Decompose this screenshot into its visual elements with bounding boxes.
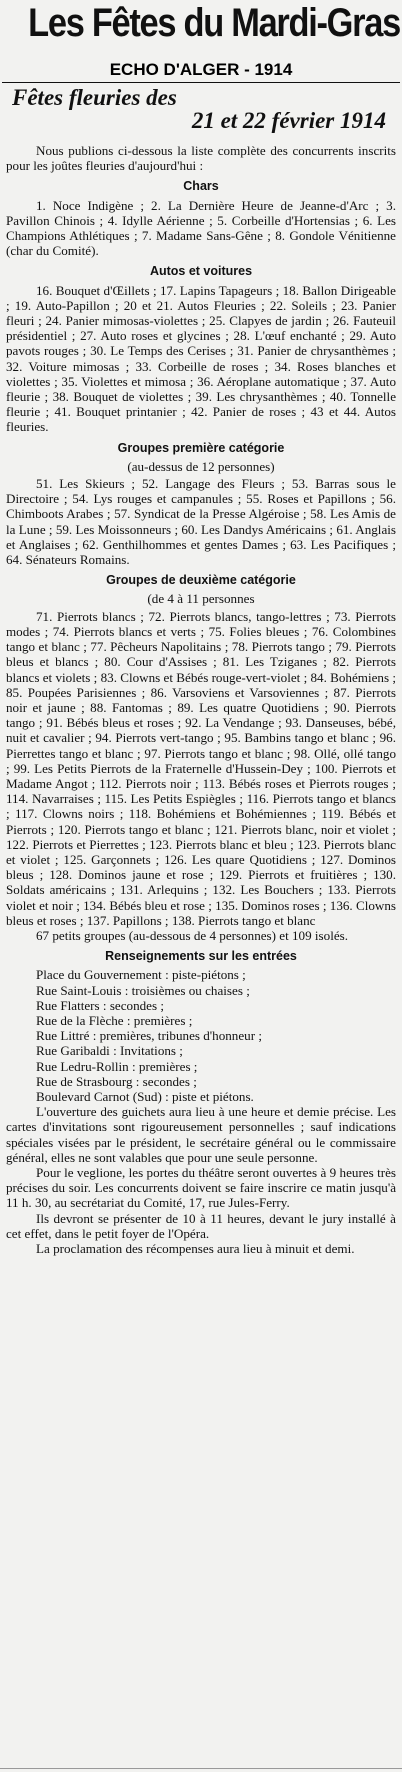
section-heading-groupes-2: Groupes de deuxième catégorie [106, 573, 296, 588]
subtitle-line-1: Fêtes fleuries des [12, 85, 177, 110]
entree-line: Rue de la Flèche : premières ; [36, 1012, 193, 1028]
source-overlay-label: ECHO D'ALGER - 1914 [109, 60, 293, 79]
article-body [6, 143, 396, 1256]
section-text-groupes-2: 71. Pierrots blancs ; 72. Pierrots blancs, tango-lettres ; 73. Pierrots modes ; 74. Pierrots blancs et verts ; 75. Folies bleues ; 76. Colombines tango et blanc ; 77. Pêcheurs Napolitains ; 78. Pierrots tango ; 79. Pierrots bleus et blancs ; 80. Cour d'Assises ; 81. Les Tziganes ; 82. Pierrots blancs et violets ; 83. Clowns et Bébés rouge-vert-violet ; 84. Bohémiens ; 85. Poupées Parisiennes ; 86. Varsoviens et Varsoviennes ; 87. Pierrots noir et jaune ; 88. Fantomas ; 89. Les quatre Quotidiens ; 90. Pierrots tango ; 91. Bébés bleus et roses ; 92. La Vendange ; 93. Danseuses, bébé, nuit et cavalier ; 94. Pierrots vert-tango ; 95. Bambins tango et blanc ; 96. Pierrettes tango et blanc ; 97. Pierrots tango et blanc ; 98. Ollé, ollé tango ; 99. Les Petits Pierrots de la Fraternelle d'Hussein-Dey ; 100. Pierrots et Madame Angot ; 112. Pierrots noir ; 113. Bébés roses et Pierrots rouges ; 114. Navarraises ; 115. Les Petits Espiègles ; 116. Pierrots tango et blancs ; 117. Clowns noirs ; 118. Bohémiens et Bohémiennes ; 119. Bébés et Pierrots ; 120. Pierrots tango et blanc ; 121. Pierrots blanc, noir et violet ; 122. Pierrots et Pierrettes ; 123. Pierrots blanc et bleu ; 123. Pierrots blanc et violet ; 125. Garçonnets ; 126. Les quare Quotidiens ; 127. Dominos bleus ; 128. Dominos jaune et rose ; 129. Pierrots et fruitières ; 130. Soldats américains ; 131. Arlequins ; 132. Les Bouchers ; 133. Pierrots violet et noir ; 134. Bébés bleu et rose ; 135. Dominos roses ; 136. Clowns bleus et roses ; 137. Papillons ; 138. Pierrots tango et blanc [6, 608, 396, 928]
entree-line: Rue Littré : premières, tribunes d'honneur ; [36, 1028, 262, 1044]
entree-line: Rue de Strasbourg : secondes ; [36, 1073, 197, 1089]
info-paragraph: Ils devront se présenter de 10 à 11 heures, devant le jury installé à cet effet, dans le petit foyer de l'Opéra. [6, 1210, 396, 1241]
intro-paragraph: Nous publions ci-dessous la liste complète des concurrents inscrits pour les joûtes fleuries d'aujourd'hui : [6, 143, 396, 174]
section-heading-autos: Autos et voitures [149, 264, 253, 279]
entree-line: Place du Gouvernement : piste-piétons ; [36, 967, 246, 983]
section-text-chars: 1. Noce Indigène ; 2. La Dernière Heure de Jeanne-d'Arc ; 3. Pavillon Chinois ; 4. Idylle Aérienne ; 5. Corbeille d'Hortensias ; 6. Les Champions Athlétiques ; 7. Madame Sans-Gêne ; 8. Gondole Vénitienne (char du Comité). [6, 197, 396, 259]
info-paragraph: Pour le veglione, les portes du théâtre seront ouvertes à 9 heures très précises du soir. Les concurrents doivent se faire inscrire ce matin jusqu'à 11 h. 30, au secrétariat du Comité, 17, rue Jules-Ferry. [6, 1165, 396, 1211]
section-extra-groupes-2: 67 petits groupes (au-dessous de 4 personnes) et 109 isolés. [36, 927, 349, 943]
section-heading-chars: Chars [183, 179, 219, 194]
entree-line: Rue Saint-Louis : troisièmes ou chaises ; [36, 982, 250, 998]
section-text-groupes-1: 51. Les Skieurs ; 52. Langage des Fleurs ; 53. Barras sous le Directoire ; 54. Lys rouges et campanules ; 55. Roses et Papillons ; 56. Chimboots Arabes ; 57. Syndicat de la Presse Algéroise ; 58. Les Amis de la Lune ; 59. Les Moissonneurs ; 60. Les Dandys Américains ; 61. Anglais et Anglaises ; 62. Genthilhommes et gentes Dames ; 63. Les Pacifiques ; 64. Sénateurs Romains. [6, 476, 396, 568]
section-text-autos: 16. Bouquet d'Œillets ; 17. Lapins Tapageurs ; 18. Ballon Dirigeable ; 19. Auto-Papillon ; 20 et 21. Autos Fleuries ; 22. Soleils ; 23. Panier fleuri ; 24. Panier mimosas-violettes ; 25. Clapyes de jardin ; 26. Fauteuil présidentiel ; 27. Auto roses et glycines ; 28. L'œuf enchanté ; 29. Auto pavots rouges ; 30. Le Temps des Cerises ; 31. Panier de chrysanthèmes ; 32. Voiture mimosas ; 33. Corbeille de roses ; 34. Roses blanches et violettes ; 35. Violettes et mimosa ; 36. Aéroplane automatique ; 37. Auto fleurie ; 38. Bouquet de violettes ; 39. Les chrysanthèmes ; 40. Tonnelle fleurie ; 41. Bouquet printanier ; 42. Panier de roses ; 43 et 44. Autos fleuries. [6, 282, 396, 435]
info-paragraph: La proclamation des récompenses aura lieu à minuit et demi. [36, 1241, 355, 1257]
section-subheading-groupes-1: (au-dessus de 12 personnes) [127, 458, 275, 474]
info-paragraph: L'ouverture des guichets aura lieu à une heure et demie précise. Les cartes d'invitations sont rigoureusement personnelles ; sauf indications spéciales visées par le président, le secrétaire général ou le commissaire général, elles ne sont valables que pour une seule personne. [6, 1104, 396, 1165]
section-heading-groupes-1: Groupes première catégorie [117, 440, 285, 455]
entree-line: Rue Flatters : secondes ; [36, 997, 165, 1013]
subtitle-line-2: 21 et 22 février 1914 [191, 108, 386, 133]
entree-line: Rue Ledru-Rollin : premières ; [36, 1058, 198, 1074]
entree-line: Rue Garibaldi : Invitations ; [36, 1043, 183, 1059]
page-bottom-rule [0, 1768, 402, 1769]
masthead-title: Les Fêtes du Mardi-Gras [28, 1, 400, 45]
section-subheading-groupes-2: (de 4 à 11 personnes [147, 591, 255, 607]
masthead-divider [2, 82, 400, 83]
entree-line: Boulevard Carnot (Sud) : piste et piétons. [36, 1088, 254, 1104]
section-heading-entrees: Renseignements sur les entrées [105, 949, 297, 964]
